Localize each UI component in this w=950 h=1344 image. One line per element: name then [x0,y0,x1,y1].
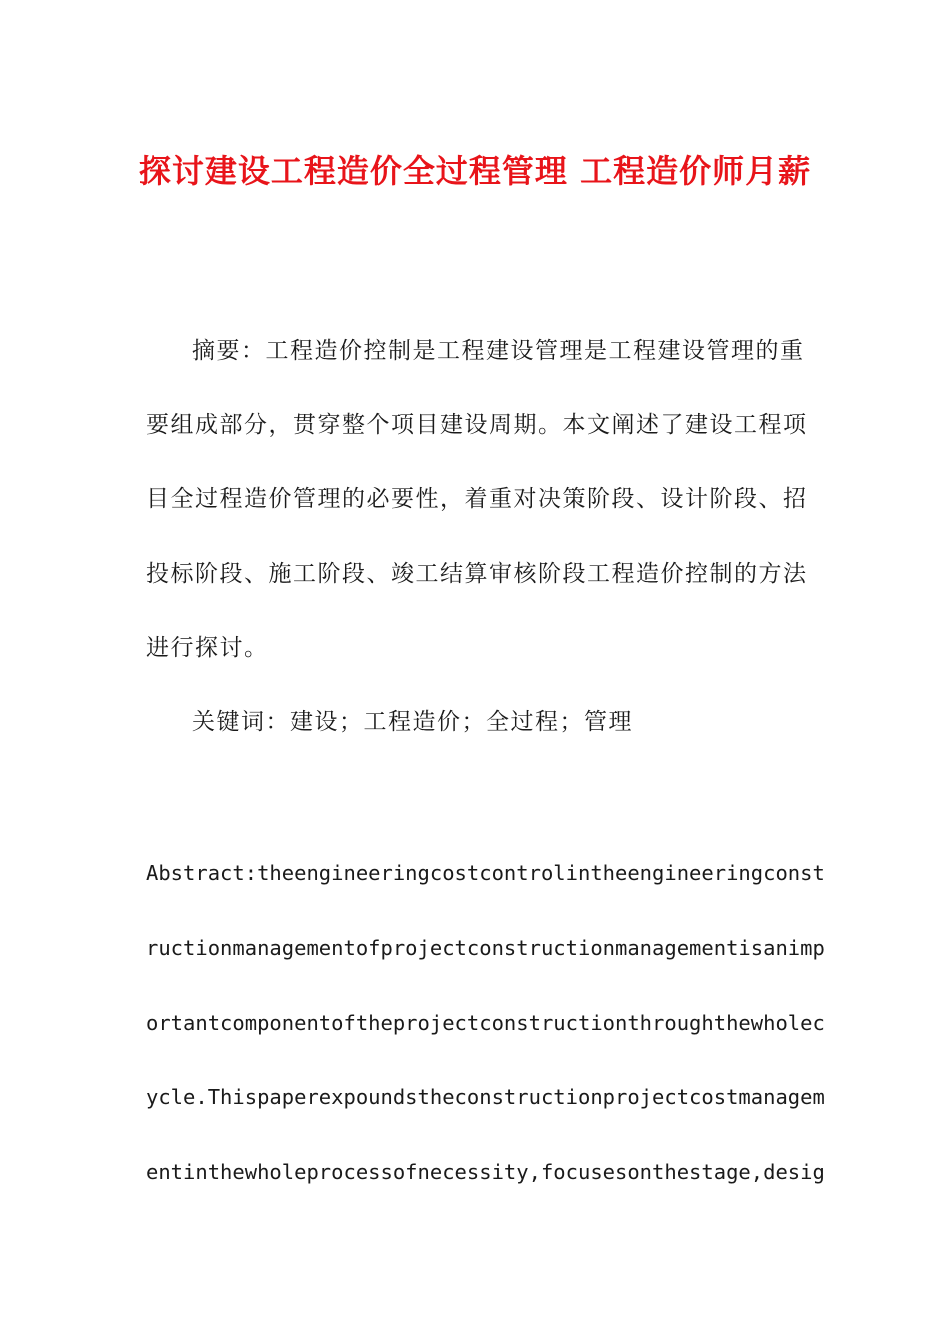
keywords-line: 关键词：建设；工程造价；全过程；管理 [192,709,633,735]
document-title: 探讨建设工程造价全过程管理 工程造价师月薪 [138,152,812,190]
abstract-cn-line: 要组成部分，贯穿整个项目建设周期。本文阐述了建设工程项 [146,412,808,438]
abstract-en-line: ycle.Thispaperexpoundstheconstructionprojectcostmanagem [146,1085,825,1109]
abstract-en-line: ructionmanagementofprojectconstructionmanagementisanimp [146,936,825,960]
abstract-en-line: ortantcomponentoftheprojectconstructionthroughthewholec [146,1011,825,1035]
abstract-cn-line: 目全过程造价管理的必要性，着重对决策阶段、设计阶段、招 [146,486,808,512]
abstract-cn-line: 投标阶段、施工阶段、竣工结算审核阶段工程造价控制的方法 [146,561,808,587]
abstract-cn-line: 进行探讨。 [146,635,269,661]
abstract-en-line: entinthewholeprocessofnecessity,focusesonthestage,desig [146,1160,825,1184]
abstract-en-line: Abstract:theengineeringcostcontrolintheengineeringconst [146,861,825,885]
abstract-cn-line: 摘要：工程造价控制是工程建设管理是工程建设管理的重 [192,338,805,364]
